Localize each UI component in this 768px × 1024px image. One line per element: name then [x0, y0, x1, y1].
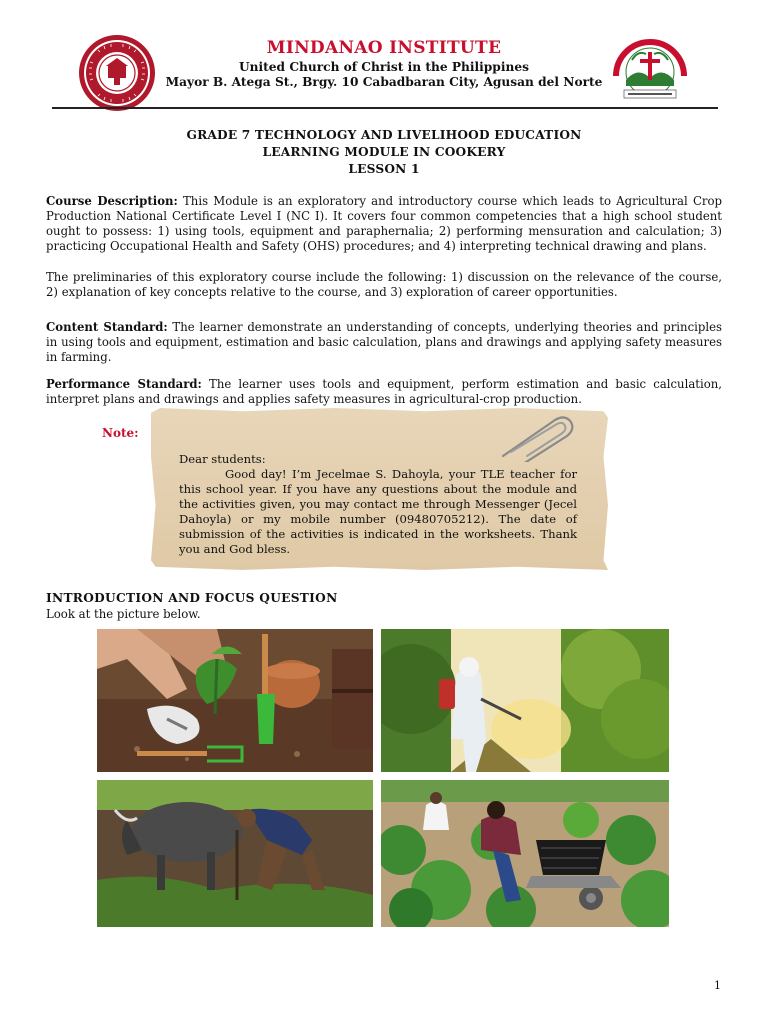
performance-standard-label: Performance Standard: — [46, 377, 202, 391]
institution-address: Mayor B. Atega St., Brgy. 10 Cabadbaran City, Agusan del Norte — [165, 75, 603, 89]
course-description-label: Course Description: — [46, 194, 178, 208]
note-body: Good day! I’m Jecelmae S. Dahoyla, your TLE teacher for this school year. If you have any questions about the module and the activities given, you may contact me through Messenger (Jecel Dahoyla) or my mobile number (09480705212). The date of submission of the activities is indicated in the worksheets. Thank you and God bless. — [179, 467, 577, 556]
performance-standard — [46, 377, 722, 407]
gardening-tools-photo — [97, 629, 373, 772]
note-greeting: Dear students: — [179, 452, 266, 466]
content-standard-label: Content Standard: — [46, 320, 168, 334]
note-message — [179, 452, 577, 557]
content-standard — [46, 320, 722, 365]
carabao-plowing-photo — [97, 780, 373, 927]
preliminaries-paragraph: The preliminaries of this exploratory course include the following: 1) discussion on the relevance of the course, 2) explanation of key concepts relative to the course, and 3) exploration of career opportunities. — [46, 270, 722, 299]
crop-spraying-photo — [381, 629, 669, 772]
lesson-number: LESSON 1 — [348, 162, 420, 176]
vegetable-harvest-photo — [381, 780, 669, 927]
note-label: Note: — [102, 426, 139, 440]
church-affiliation: United Church of Christ in the Philippines — [239, 60, 529, 74]
introduction-instruction: Look at the picture below. — [46, 607, 201, 621]
module-title-grade: GRADE 7 TECHNOLOGY AND LIVELIHOOD EDUCATION — [186, 128, 582, 142]
content-standard-text: The learner demonstrate an understanding of concepts, underlying theories and principles in using tools and equipment, estimation and basic calculation, plans and drawings and applying safety measures in farming. — [46, 320, 722, 364]
module-title-subject: LEARNING MODULE IN COOKERY — [262, 145, 506, 159]
header-divider — [52, 107, 718, 109]
introduction-heading: INTRODUCTION AND FOCUS QUESTION — [46, 591, 338, 605]
performance-standard-text: The learner uses tools and equipment, perform estimation and basic calculation, interpret plans and drawings and applies safety measures in agricultural-crop production. — [46, 377, 723, 406]
course-description-text: This Module is an exploratory and introductory course which leads to Agricultural Crop Production National Certificate Level I (NC I). It covers four common competencies that a high school student ought to possess: 1) using tools, equipment and paraphernalia; 2) performing mensuration and calculation; 3) practicing Occupational Health and Safety (OHS) procedures; and 4) interpreting technical drawing and plans. — [46, 194, 722, 253]
page-number: 1 — [714, 979, 721, 992]
institution-name: MINDANAO INSTITUTE — [266, 38, 502, 58]
course-description — [46, 194, 722, 254]
